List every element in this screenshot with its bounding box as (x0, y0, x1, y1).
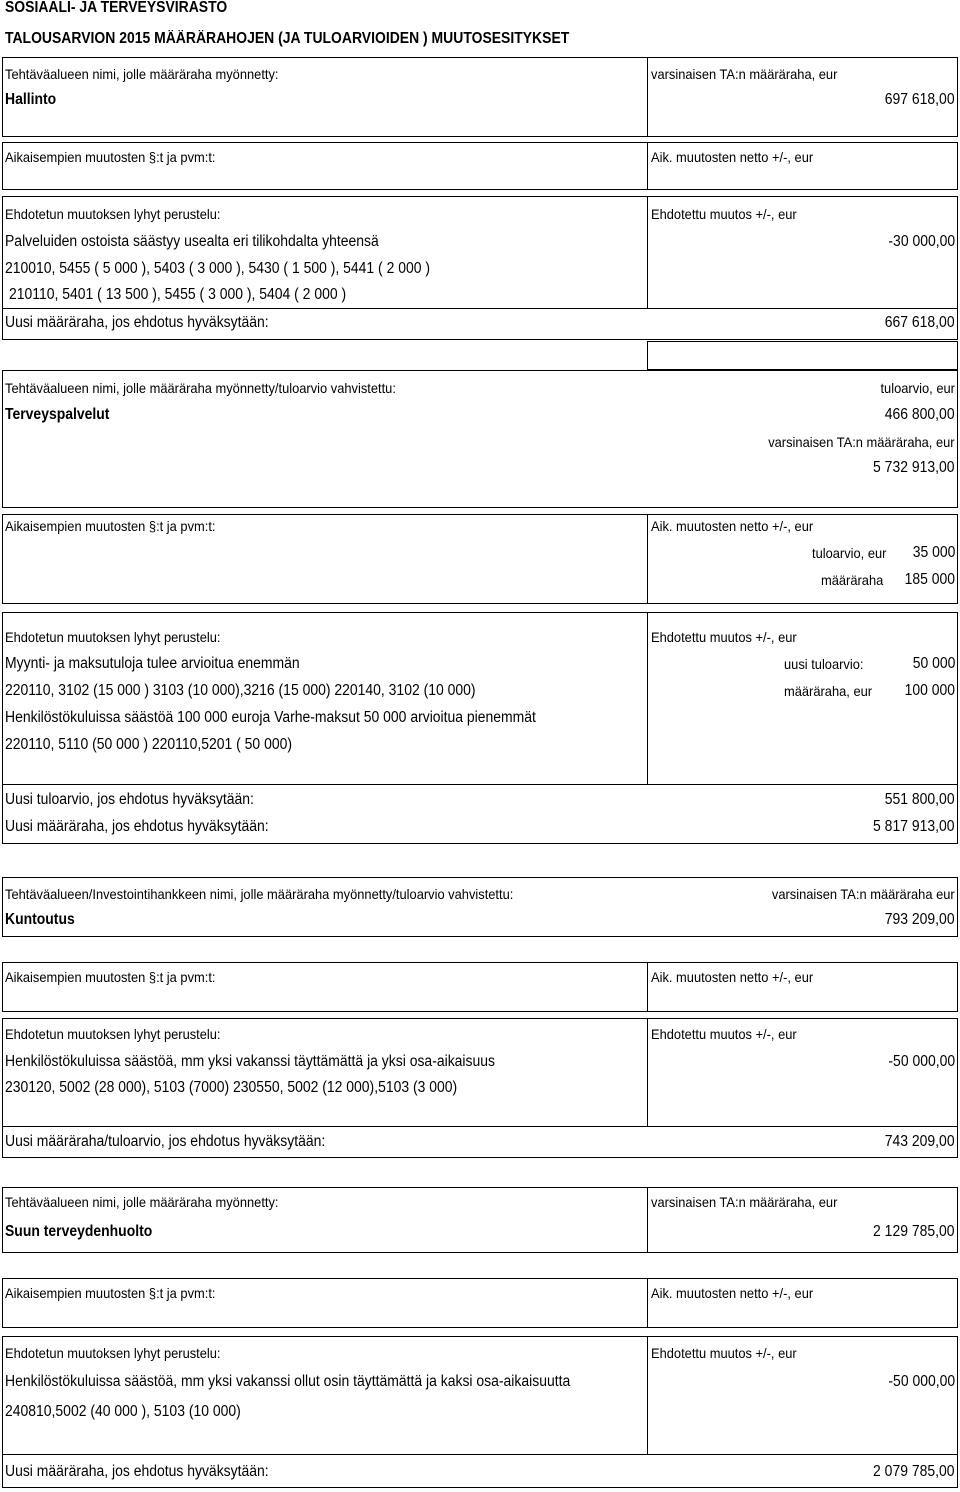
new-income-label: uusi tuloarvio: (784, 656, 864, 672)
unit-label: Tehtäväalueen/Investointihankkeen nimi, jolle määräraha myönnetty/tuloarvio vahvistettu: (5, 886, 514, 902)
new-appropriation-value: 2 079 785,00 (873, 1463, 955, 1480)
new-appropriation-label: Uusi määräraha, jos ehdotus hyväksytään: (5, 314, 269, 331)
prev-net-label: Aik. muutosten netto +/-, eur (651, 969, 814, 985)
reason-line: 210110, 5401 ( 13 500 ), 5455 ( 3 000 ), 5404 ( 2 000 ) (9, 286, 347, 303)
reason-label: Ehdotetun muutoksen lyhyt perustelu: (5, 1345, 221, 1361)
change-label: Ehdotettu muutos +/-, eur (651, 206, 797, 222)
change-value: -50 000,00 (888, 1053, 955, 1070)
reason-line: Henkilöstökuluissa säästöä, mm yksi vakanssi ollut osin täyttämättä ja kaksi osa-aikaisuutta (5, 1373, 571, 1390)
column-divider (647, 1018, 648, 1126)
unit-name: Terveyspalvelut (5, 406, 110, 423)
reason-line: Myynti- ja maksutuloja tulee arvioitua enemmän (5, 655, 300, 672)
income-value: 466 800,00 (885, 406, 955, 423)
unit-label: Tehtäväalueen nimi, jolle määräraha myönnetty: (5, 1194, 279, 1210)
column-divider (647, 1187, 648, 1253)
unit-label: Tehtäväalueen nimi, jolle määräraha myönnetty/tuloarvio vahvistettu: (5, 380, 396, 396)
unit-name: Hallinto (5, 91, 57, 108)
prev-changes-label: Aikaisempien muutosten §:t ja pvm:t: (5, 149, 216, 165)
new-appropriation-change-label: määräraha, eur (784, 683, 873, 699)
reason-line: Henkilöstökuluissa säästöä, mm yksi vakanssi täyttämättä ja yksi osa-aikaisuus (5, 1053, 495, 1070)
prev-appropriation-value: 185 000 (904, 571, 955, 588)
reason-line: 220110, 3102 (15 000 ) 3103 (10 000),3216 (15 000) 220140, 3102 (10 000) (5, 682, 476, 699)
row-divider (2, 784, 958, 785)
new-appropriation-label: Uusi määräraha/tuloarvio, jos ehdotus hyväksytään: (5, 1133, 326, 1150)
row-divider (2, 308, 958, 309)
income-label: tuloarvio, eur (880, 380, 955, 396)
amount-value: 793 209,00 (885, 911, 955, 928)
reason-label: Ehdotetun muutoksen lyhyt perustelu: (5, 629, 221, 645)
reason-line: Palveluiden ostoista säästyy usealta eri tilikohdalta yhteensä (5, 233, 379, 250)
new-income-total-value: 551 800,00 (885, 791, 955, 808)
new-appropriation-value: 667 618,00 (885, 314, 955, 331)
reason-label: Ehdotetun muutoksen lyhyt perustelu: (5, 1026, 221, 1042)
prev-net-label: Aik. muutosten netto +/-, eur (651, 518, 814, 534)
change-label: Ehdotettu muutos +/-, eur (651, 1345, 797, 1361)
change-value: -30 000,00 (888, 233, 955, 250)
new-appropriation-value: 743 209,00 (885, 1133, 955, 1150)
spacer-box (647, 341, 958, 370)
unit-label: Tehtäväalueen nimi, jolle määräraha myönnetty: (5, 66, 279, 82)
reason-label: Ehdotetun muutoksen lyhyt perustelu: (5, 206, 221, 222)
column-divider (647, 142, 648, 190)
amount-label: varsinaisen TA:n määräraha eur (772, 886, 955, 902)
reason-line: 210010, 5455 ( 5 000 ), 5403 ( 3 000 ), 5430 ( 1 500 ), 5441 ( 2 000 ) (5, 260, 431, 277)
new-appropriation-label: Uusi määräraha, jos ehdotus hyväksytään: (5, 1463, 269, 1480)
new-income-total-label: Uusi tuloarvio, jos ehdotus hyväksytään: (5, 791, 254, 808)
reason-box (2, 612, 958, 844)
new-appropriation-label: Uusi määräraha, jos ehdotus hyväksytään: (5, 818, 269, 835)
new-appropriation-change: 100 000 (904, 682, 955, 699)
reason-line: 240810,5002 (40 000 ), 5103 (10 000) (5, 1403, 241, 1420)
reason-line: Henkilöstökuluissa säästöä 100 000 euroja Varhe-maksut 50 000 arvioitua pienemmät (5, 709, 536, 726)
new-appropriation-value: 5 817 913,00 (873, 818, 955, 835)
change-label: Ehdotettu muutos +/-, eur (651, 1026, 797, 1042)
column-divider (647, 962, 648, 1012)
new-income-change: 50 000 (912, 655, 955, 672)
change-value: -50 000,00 (888, 1373, 955, 1390)
amount-value: 5 732 913,00 (873, 459, 955, 476)
prev-income-label: tuloarvio, eur (812, 545, 887, 561)
org-name: SOSIAALI- JA TERVEYSVIRASTO (5, 0, 228, 16)
prev-appropriation-label: määräraha (821, 572, 884, 588)
page-title: TALOUSARVION 2015 MÄÄRÄRAHOJEN (JA TULOARVIOIDEN ) MUUTOSESITYKSET (5, 30, 570, 47)
amount-label: varsinaisen TA:n määräraha, eur (768, 434, 955, 450)
prev-changes-label: Aikaisempien muutosten §:t ja pvm:t: (5, 1285, 216, 1301)
reason-line: 230120, 5002 (28 000), 5103 (7000) 230550, 5002 (12 000),5103 (3 000) (5, 1079, 458, 1096)
prev-changes-label: Aikaisempien muutosten §:t ja pvm:t: (5, 969, 216, 985)
unit-name: Kuntoutus (5, 911, 75, 928)
change-label: Ehdotettu muutos +/-, eur (651, 629, 797, 645)
column-divider (647, 514, 648, 604)
reason-line: 220110, 5110 (50 000 ) 220110,5201 ( 50 000) (5, 736, 292, 753)
amount-label: varsinaisen TA:n määräraha, eur (651, 1194, 838, 1210)
row-divider (2, 1126, 958, 1127)
prev-net-label: Aik. muutosten netto +/-, eur (651, 149, 814, 165)
prev-income-value: 35 000 (912, 544, 955, 561)
amount-value: 697 618,00 (885, 91, 955, 108)
column-divider (647, 57, 648, 137)
row-divider (2, 1454, 958, 1455)
column-divider (647, 196, 648, 308)
column-divider (647, 612, 648, 784)
amount-value: 2 129 785,00 (873, 1223, 955, 1240)
column-divider (647, 1278, 648, 1328)
prev-changes-label: Aikaisempien muutosten §:t ja pvm:t: (5, 518, 216, 534)
column-divider (647, 1336, 648, 1454)
unit-name: Suun terveydenhuolto (5, 1223, 153, 1240)
amount-label: varsinaisen TA:n määräraha, eur (651, 66, 838, 82)
prev-net-label: Aik. muutosten netto +/-, eur (651, 1285, 814, 1301)
